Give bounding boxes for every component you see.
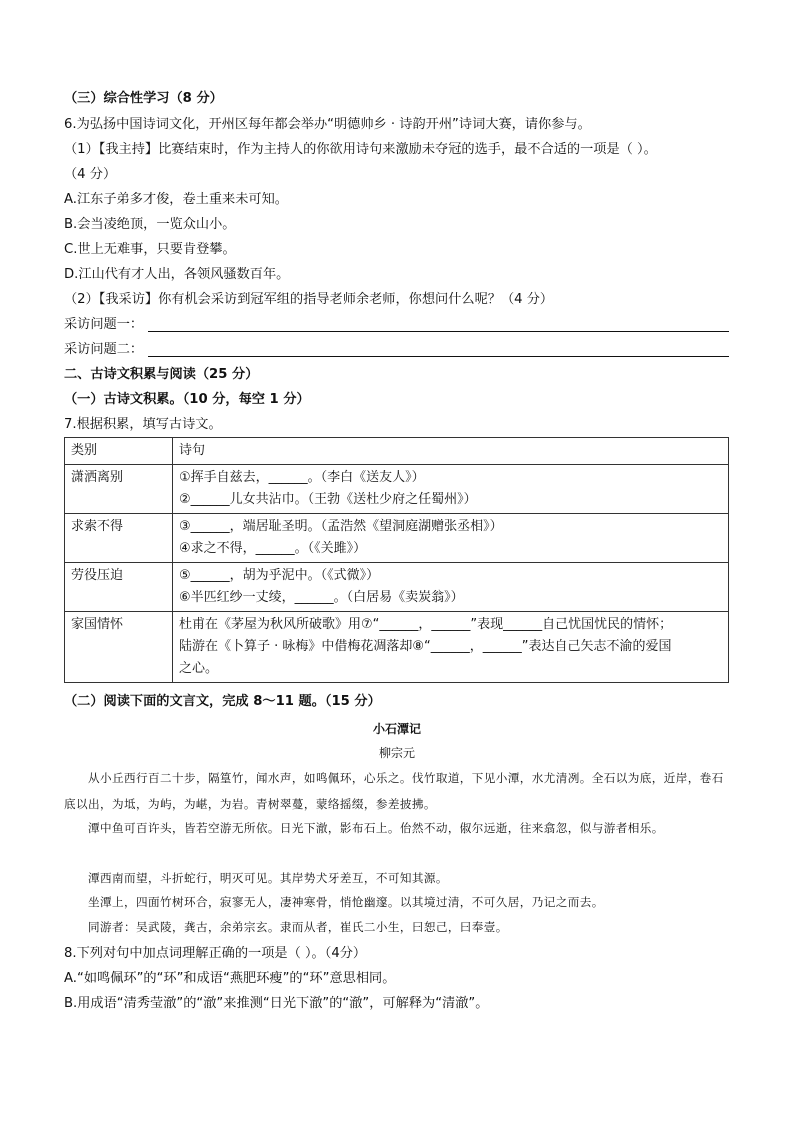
question-6-2-stem: （2）【我采访】你有机会采访到冠军组的指导老师余老师，你想问什么呢？（4 分） [64, 292, 554, 307]
essay-paragraph [64, 914, 732, 940]
interview-question-2-label: 采访问题二： [64, 342, 144, 357]
verse-line: ⑤______，胡为乎泥中。（《式微》） [179, 568, 380, 583]
table-row [65, 563, 729, 612]
question-8-option-a: A.“如鸣佩环”的“环”和成语“燕肥环瘦”的“环”意思相同。 [64, 971, 396, 986]
category-cell: 家国情怀 [65, 612, 173, 683]
category-cell: 求索不得 [65, 514, 173, 563]
option-d: D.江山代有才人出，各领风骚数百年。 [64, 267, 290, 282]
interview-question-1-label: 采访问题一： [64, 317, 144, 332]
verse-line: ②______儿女共沾巾。（王勃《送杜少府之任蜀州》） [179, 492, 477, 507]
verse-line: ①挥手自兹去，______。（李白《送友人》） [179, 470, 425, 485]
poetry-table [64, 437, 729, 683]
interview-answer-line-1[interactable] [148, 331, 729, 332]
essay-paragraph [64, 815, 732, 841]
subsection-two-title: （二）阅读下面的文言文，完成 8～11 题。（15 分） [64, 694, 381, 709]
verse-cell [173, 563, 729, 612]
essay-paragraph [64, 865, 732, 891]
table-row [65, 514, 729, 563]
question-7-stem: 7.根据积累，填写古诗文。 [64, 417, 222, 432]
verse-cell [173, 612, 729, 683]
essay-paragraph-text: 同游者：吴武陵，龚古，余弟宗玄。隶而从者，崔氏二小生，曰恕己，曰奉壹。 [88, 920, 508, 934]
section-three-title: （三）综合性学习（8 分） [64, 91, 223, 106]
verse-cell [173, 465, 729, 514]
verse-cell [173, 514, 729, 563]
option-a: A.江东子弟多才俊，卷土重来未可知。 [64, 192, 288, 207]
question-6-1-score: （4 分） [64, 167, 117, 182]
option-c: C.世上无难事，只要肯登攀。 [64, 242, 236, 257]
verse-line: ⑥半匹红纱一丈绫，______。（白居易《卖炭翁》） [179, 590, 464, 605]
essay-title: 小石潭记 [372, 722, 421, 736]
question-6-1-stem: （1）【我主持】比赛结束时，作为主持人的你欲用诗句来激励未夺冠的选手，最不合适的一项是（ ）。 [64, 142, 657, 157]
verse-line: ③______，端居耻圣明。（孟浩然《望洞庭湖赠张丞相》） [179, 519, 503, 534]
question-6-stem: 6.为弘扬中国诗词文化，开州区每年都会举办“明德帅乡 · 诗韵开州”诗词大赛，请你参与。 [64, 117, 591, 132]
table-header-row [65, 438, 729, 465]
part-two-title: 二、古诗文积累与阅读（25 分） [64, 367, 259, 382]
verse-line: 杜甫在《茅屋为秋风所破歌》用⑦“______，______”表现______自己忧国忧民的情怀； [179, 617, 673, 632]
subsection-one-title: （一）古诗文积累。（10 分，每空 1 分） [64, 392, 310, 407]
essay-paragraph-text: 坐潭上，四面竹树环合，寂寥无人，凄神寒骨，悄怆幽邃。以其境过清，不可久居，乃记之而去。 [88, 895, 604, 909]
essay-paragraph-text: 潭西南而望，斗折蛇行，明灭可见。其岸势犬牙差互，不可知其源。 [88, 871, 448, 885]
essay-author: 柳宗元 [378, 746, 415, 760]
category-cell: 劳役压迫 [65, 563, 173, 612]
table-header: 类别 [65, 438, 173, 465]
table-row [65, 612, 729, 683]
question-8-stem: 8.下列对句中加点词理解正确的一项是（ ）。（4分） [64, 946, 367, 961]
verse-line: 之心。 [179, 661, 219, 676]
essay-paragraph-text: 从小丘西行百二十步，隔篁竹，闻水声，如鸣佩环，心乐之。伐竹取道，下见小潭，水尤清冽。全石以为底，近岸，卷石底以出，为坻，为屿，为嵁，为岩。青树翠蔓，蒙络摇缀，参差披拂。 [64, 771, 724, 811]
verse-line: ④求之不得，______。（《关雎》） [179, 541, 367, 556]
question-8-option-b: B.用成语“清秀莹澈”的“澈”来推测“日光下澈”的“澈”，可解释为“清澈”。 [64, 996, 489, 1011]
table-row [65, 465, 729, 514]
essay-paragraph [64, 765, 732, 817]
essay-paragraph-text: 潭中鱼可百许头，皆若空游无所依。日光下澈，影布石上。佁然不动，俶尔远逝，往来翕忽，似与游者相乐。 [88, 821, 664, 835]
category-cell: 潇洒离别 [65, 465, 173, 514]
table-header: 诗句 [173, 438, 729, 465]
verse-line: 陆游在《卜算子 · 咏梅》中借梅花凋落却⑧“______，______”表达自己矢志不渝的爱国 [179, 639, 672, 654]
option-b: B.会当凌绝顶，一览众山小。 [64, 217, 236, 232]
interview-answer-line-2[interactable] [148, 356, 729, 357]
essay-paragraph [64, 889, 732, 915]
